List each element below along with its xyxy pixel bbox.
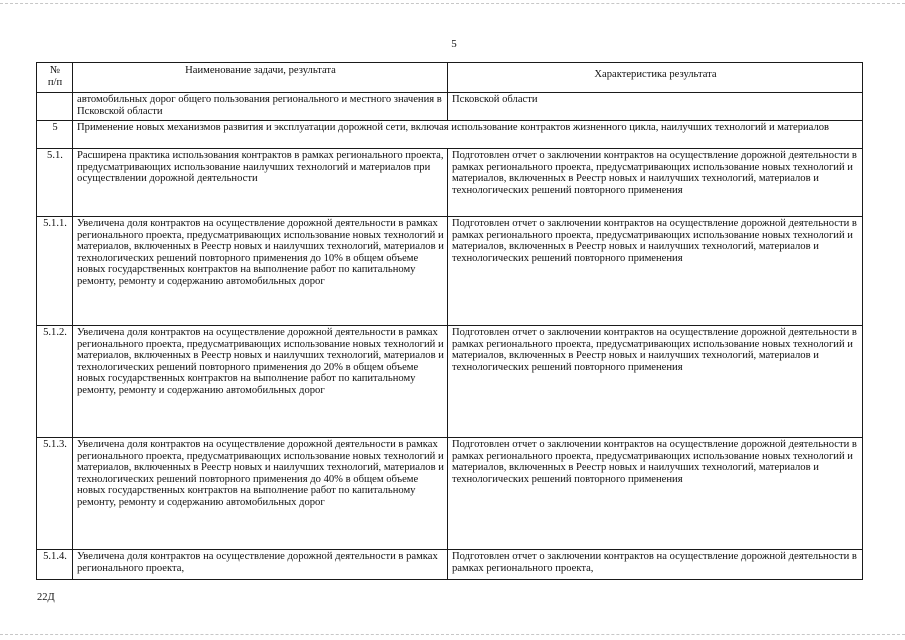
section-title: Применение новых механизмов развития и эксплуатации дорожной сети, включая использование контрактов жизненного цикла, наилучших технологий и материалов [73, 121, 863, 149]
table-row-continuation [37, 93, 863, 121]
footer-code: 22Д [37, 592, 55, 603]
table-row [37, 438, 863, 550]
table-row-section [37, 121, 863, 149]
row-name: Увеличена доля контрактов на осуществление дорожной деятельности в рамках регионального проекта, предусматривающих использование новых технологий и материалов, включенных в Реестр новых и наилучших технологий, материалов и технологических решений повторного применения до 10% в общем объеме новых государственных контрактов на выполнение работ по капитальному ремонту, ремонту и содержанию автомобильных дорог [73, 217, 448, 326]
row-num: 5.1.3. [37, 438, 73, 550]
table-row [37, 149, 863, 217]
row-name: Увеличена доля контрактов на осуществление дорожной деятельности в рамках регионального проекта, предусматривающих использование новых технологий и материалов, включенных в Реестр новых и наилучших технологий, материалов и технологических решений повторного применения до 20% в общем объеме новых государственных контрактов на выполнение работ по капитальному ремонту, ремонту и содержанию автомобильных дорог [73, 326, 448, 438]
header-characteristic: Характеристика результата [448, 63, 863, 93]
row-name: Увеличена доля контрактов на осуществление дорожной деятельности в рамках регионального проекта, [73, 550, 448, 580]
page-number: 5 [451, 38, 457, 50]
row-characteristic: Подготовлен отчет о заключении контрактов на осуществление дорожной деятельности в рамках регионального проекта, предусматривающих использование новых технологий и материалов, включенных в Реестр новых и наилучших технологий, материалов и технологических решений повторного применения [448, 217, 863, 326]
row-num: 5.1.1. [37, 217, 73, 326]
row-name: Расширена практика использования контрактов в рамках регионального проекта, предусматривающих использование наилучших технологий и материалов при осуществлении дорожной деятельности [73, 149, 448, 217]
scan-edge-bottom [0, 634, 905, 636]
row-name: Увеличена доля контрактов на осуществление дорожной деятельности в рамках регионального проекта, предусматривающих использование новых технологий и материалов, включенных в Реестр новых и наилучших технологий, материалов и технологических решений повторного применения до 40% в общем объеме новых государственных контрактов на выполнение работ по капитальному ремонту, ремонту и содержанию автомобильных дорог [73, 438, 448, 550]
row-num: 5.1. [37, 149, 73, 217]
row-num [37, 93, 73, 121]
header-name: Наименование задачи, результата [73, 63, 448, 93]
results-table [36, 62, 863, 580]
row-num: 5.1.4. [37, 550, 73, 580]
row-characteristic: Подготовлен отчет о заключении контрактов на осуществление дорожной деятельности в рамках регионального проекта, предусматривающих использование новых технологий и материалов, включенных в Реестр новых и наилучших технологий, материалов и технологических решений повторного применения [448, 149, 863, 217]
scan-edge-top [0, 3, 905, 5]
row-characteristic: Подготовлен отчет о заключении контрактов на осуществление дорожной деятельности в рамках регионального проекта, предусматривающих использование новых технологий и материалов, включенных в Реестр новых и наилучших технологий, материалов и технологических решений повторного применения [448, 438, 863, 550]
header-num [37, 63, 73, 93]
row-characteristic: Псковской области [448, 93, 863, 121]
table-header-row [37, 63, 863, 93]
row-num: 5.1.2. [37, 326, 73, 438]
row-name: автомобильных дорог общего пользования регионального и местного значения в Псковской области [73, 93, 448, 121]
table-row [37, 326, 863, 438]
section-num: 5 [37, 121, 73, 149]
header-num-line1: № [49, 65, 61, 76]
table-row [37, 550, 863, 580]
row-characteristic: Подготовлен отчет о заключении контрактов на осуществление дорожной деятельности в рамках регионального проекта, [448, 550, 863, 580]
header-num-line2: п/п [47, 76, 63, 88]
row-characteristic: Подготовлен отчет о заключении контрактов на осуществление дорожной деятельности в рамках регионального проекта, предусматривающих использование новых технологий и материалов, включенных в Реестр новых и наилучших технологий, материалов и технологических решений повторного применения [448, 326, 863, 438]
table-row [37, 217, 863, 326]
